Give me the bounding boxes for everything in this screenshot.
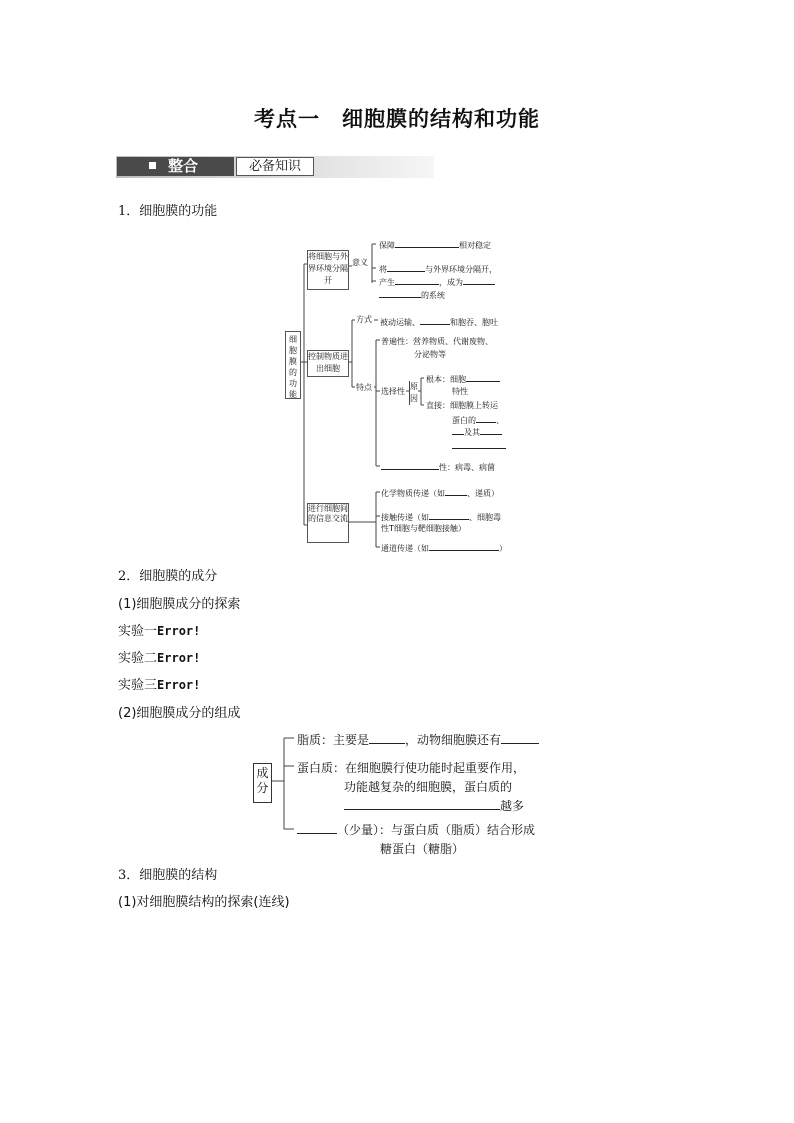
universal-line2: 分泌物等 — [414, 350, 446, 359]
section2-heading: 2．细胞膜的成分 — [118, 569, 218, 584]
section1-heading: 1．细胞膜的功能 — [118, 204, 218, 219]
lipid-pre: 脂质：主要是 — [297, 733, 370, 747]
node-control-transport: 控制物质进出细胞 — [307, 350, 349, 377]
label-selective: 选择性 — [381, 387, 405, 396]
blank — [501, 732, 539, 744]
l4-post: 的系统 — [421, 291, 445, 300]
node-separate: 将细胞与外界环境分隔开 — [307, 250, 349, 290]
blank — [369, 732, 405, 744]
exp2-error: Error! — [157, 651, 201, 665]
exp3-label: 实验三 — [118, 678, 158, 693]
label-feature: 特点 — [356, 383, 372, 392]
reason-direct: 直接：细胞膜上转运 — [426, 401, 498, 410]
section3-sub1: (1)对细胞膜结构的探索(连线) — [118, 895, 290, 910]
section2-sub2: (2)细胞膜成分的组成 — [118, 706, 241, 721]
contact-post: 、细胞毒 — [469, 513, 501, 522]
sugar1-text: （少量）：与蛋白质（脂质）结合形成 — [337, 823, 536, 837]
direct2-pre: 蛋白的 — [452, 416, 476, 425]
exp3-error: Error! — [157, 678, 201, 692]
protein-line2: 功能越复杂的细胞膜，蛋白质的 — [344, 780, 513, 794]
lipid-line — [297, 731, 539, 748]
way-pre: 被动运输、 — [380, 318, 420, 327]
chem-pre: 化学物质传递（如 — [381, 489, 445, 498]
blank — [297, 822, 337, 834]
protein-line1: 蛋白质：在细胞膜行使功能时起重要作用， — [297, 761, 526, 775]
root-composition: 成分 — [253, 763, 272, 803]
node-information-exchange: 进行细胞间的信息交流 — [307, 503, 349, 543]
direct2-post: 、 — [496, 416, 504, 425]
l2-pre: 将 — [379, 265, 387, 274]
l1-post: 相对稳定 — [459, 241, 491, 250]
section3-heading: 3．细胞膜的结构 — [118, 868, 218, 883]
label-significance: 意义 — [352, 258, 368, 267]
contact-transfer-2: 性T细胞与靶细胞接触） — [381, 524, 466, 533]
contact-pre: 接触传递（如 — [381, 513, 429, 522]
exp1-label: 实验一 — [118, 624, 158, 639]
l3-mid: ，成为 — [439, 278, 463, 287]
l1-pre: 保障 — [379, 241, 395, 250]
universal-line1: 普遍性：营养物质、代谢废物、 — [381, 337, 493, 346]
reason-fundamental-2: 特性 — [452, 387, 468, 396]
sugar-line1 — [297, 821, 535, 838]
label-way: 方式 — [356, 315, 372, 324]
root-cell-membrane-function: 细胞膜的功能 — [285, 331, 301, 399]
protein-line3 — [344, 797, 524, 814]
blank — [344, 798, 500, 810]
relative-post: 性：病毒、病菌 — [439, 463, 495, 472]
way-post: 和胞吞、胞吐 — [450, 318, 498, 327]
chem-post: 、递质） — [467, 489, 499, 498]
l3-pre: 产生 — [379, 278, 395, 287]
channel-post: ） — [499, 544, 507, 553]
section2-sub1: (1)细胞膜成分的探索 — [118, 597, 241, 612]
l2-post: 与外界环境分隔开， — [425, 265, 497, 274]
exp2-label: 实验二 — [118, 651, 158, 666]
exp1-error: Error! — [157, 624, 201, 638]
channel-pre: 通道传递（如 — [381, 544, 429, 553]
page-title: 考点一 细胞膜的结构和功能 — [254, 106, 540, 131]
fund-pre: 根本：细胞 — [426, 375, 466, 384]
direct3-label: 及其 — [464, 428, 480, 437]
banner-primary-label: 整合 — [168, 157, 199, 175]
sugar-line2: 糖蛋白（糖脂） — [380, 842, 465, 856]
label-reason: 原因 — [410, 382, 418, 403]
protein3-post: 越多 — [500, 799, 525, 813]
banner-secondary: 必备知识 — [236, 157, 314, 176]
lipid-mid: ，动物细胞膜还有 — [405, 733, 502, 747]
